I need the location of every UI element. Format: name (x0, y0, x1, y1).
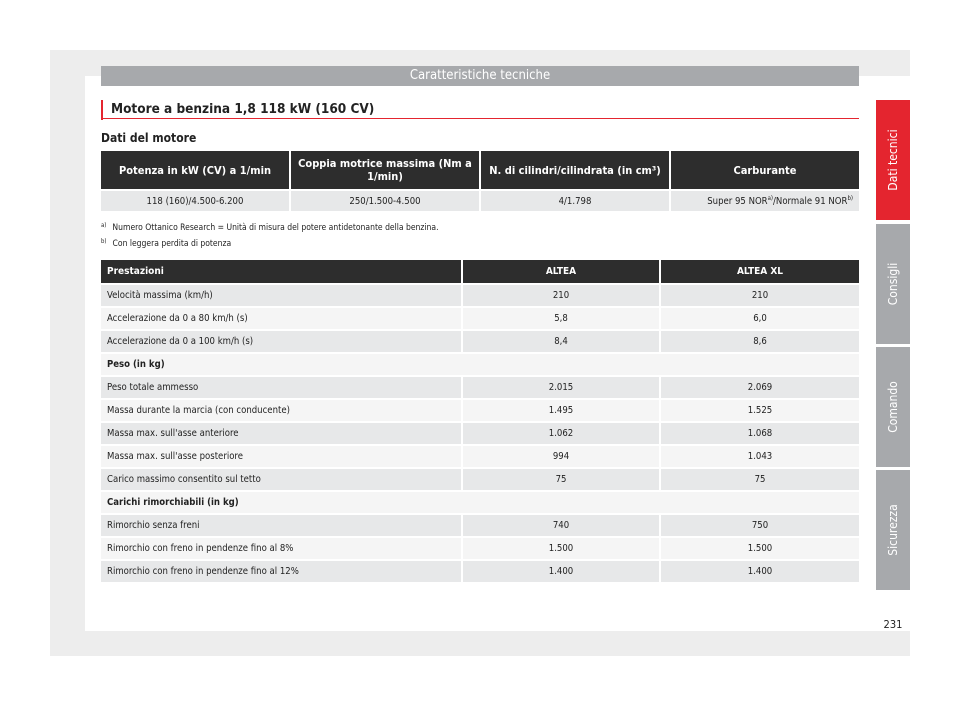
engine-header-power: Potenza in kW (CV) a 1/min (101, 151, 291, 189)
altea-value: 5,8 (463, 306, 661, 329)
row-label: Accelerazione da 0 a 100 km/h (s) (101, 329, 463, 352)
footnote-b (101, 238, 231, 249)
altea-value: 740 (463, 513, 661, 536)
footnote-text: Con leggera perdita di potenza (112, 239, 232, 249)
altea-xl-value: 2.069 (661, 375, 859, 398)
table-group-row (101, 352, 859, 375)
engine-torque-value: 250/1.500-4.500 (291, 189, 481, 211)
tab-label: Consigli (886, 262, 900, 306)
engine-cylinders-value: 4/1.798 (481, 189, 671, 211)
table-row (101, 559, 859, 582)
altea-xl-value: 1.500 (661, 536, 859, 559)
fuel-note-a: a) (767, 195, 774, 202)
table-row (101, 444, 859, 467)
footnote-label: a) (101, 222, 107, 229)
row-label: Rimorchio con freno in pendenze fino al 8% (101, 536, 463, 559)
chapter-header: Caratteristiche tecniche (101, 66, 859, 86)
fuel-super: Super 95 NOR (707, 196, 768, 207)
table-group-row (101, 490, 859, 513)
row-label: Accelerazione da 0 a 80 km/h (s) (101, 306, 463, 329)
altea-xl-value: 1.400 (661, 559, 859, 582)
fuel-note-b: b) (847, 195, 853, 202)
altea-xl-value: 6,0 (661, 306, 859, 329)
altea-value: 8,4 (463, 329, 661, 352)
altea-value: 2.015 (463, 375, 661, 398)
row-label: Massa max. sull'asse anteriore (101, 421, 463, 444)
altea-xl-value: 750 (661, 513, 859, 536)
section-divider (101, 118, 859, 119)
engine-header-fuel: Carburante (671, 151, 859, 189)
engine-table (101, 151, 859, 211)
tab-sicurezza[interactable] (876, 470, 910, 590)
engine-header-torque: Coppia motrice massima (Nm a 1/min) (291, 151, 481, 189)
altea-value: 1.500 (463, 536, 661, 559)
tab-consigli[interactable] (876, 224, 910, 344)
group-label: Peso (in kg) (101, 352, 859, 375)
altea-value: 1.062 (463, 421, 661, 444)
table-row (101, 536, 859, 559)
table-row (101, 513, 859, 536)
footnote-label: b) (101, 238, 107, 245)
row-label: Velocità massima (km/h) (101, 283, 463, 306)
altea-value: 75 (463, 467, 661, 490)
table-row (101, 375, 859, 398)
footnote-a (101, 222, 439, 233)
perf-header-altea-xl: ALTEA XL (661, 260, 859, 283)
page-number: 231 (883, 618, 903, 631)
table-row (101, 306, 859, 329)
altea-xl-value: 210 (661, 283, 859, 306)
footnote-text: Numero Ottanico Research = Unità di misura del potere antidetonante della benzina. (112, 223, 439, 233)
altea-xl-value: 1.525 (661, 398, 859, 421)
altea-value: 1.495 (463, 398, 661, 421)
row-label: Carico massimo consentito sul tetto (101, 467, 463, 490)
altea-xl-value: 8,6 (661, 329, 859, 352)
altea-value: 210 (463, 283, 661, 306)
engine-data-title: Dati del motore (101, 131, 197, 145)
section-title: Motore a benzina 1,8 118 kW (160 CV) (101, 100, 374, 120)
altea-xl-value: 1.043 (661, 444, 859, 467)
tab-label: Dati tecnici (886, 129, 900, 191)
row-label: Massa max. sull'asse posteriore (101, 444, 463, 467)
perf-header-label: Prestazioni (101, 260, 463, 283)
table-row (101, 467, 859, 490)
table-row (101, 283, 859, 306)
altea-xl-value: 1.068 (661, 421, 859, 444)
altea-value: 994 (463, 444, 661, 467)
fuel-normal: /Normale 91 NOR (773, 196, 848, 207)
table-row (101, 329, 859, 352)
row-label: Peso totale ammesso (101, 375, 463, 398)
engine-fuel-value (671, 189, 859, 211)
engine-power-value: 118 (160)/4.500-6.200 (101, 189, 291, 211)
row-label: Rimorchio senza freni (101, 513, 463, 536)
table-row (101, 398, 859, 421)
altea-xl-value: 75 (661, 467, 859, 490)
table-row (101, 421, 859, 444)
row-label: Massa durante la marcia (con conducente) (101, 398, 463, 421)
engine-header-cylinders: N. di cilindri/cilindrata (in cm³) (481, 151, 671, 189)
altea-value: 1.400 (463, 559, 661, 582)
group-label: Carichi rimorchiabili (in kg) (101, 490, 859, 513)
tab-label: Comando (886, 381, 900, 433)
tab-comando[interactable] (876, 347, 910, 467)
tab-label: Sicurezza (886, 504, 900, 556)
perf-header-altea: ALTEA (463, 260, 661, 283)
row-label: Rimorchio con freno in pendenze fino al 12% (101, 559, 463, 582)
performance-table (101, 260, 859, 582)
tab-dati-tecnici[interactable] (876, 100, 910, 220)
